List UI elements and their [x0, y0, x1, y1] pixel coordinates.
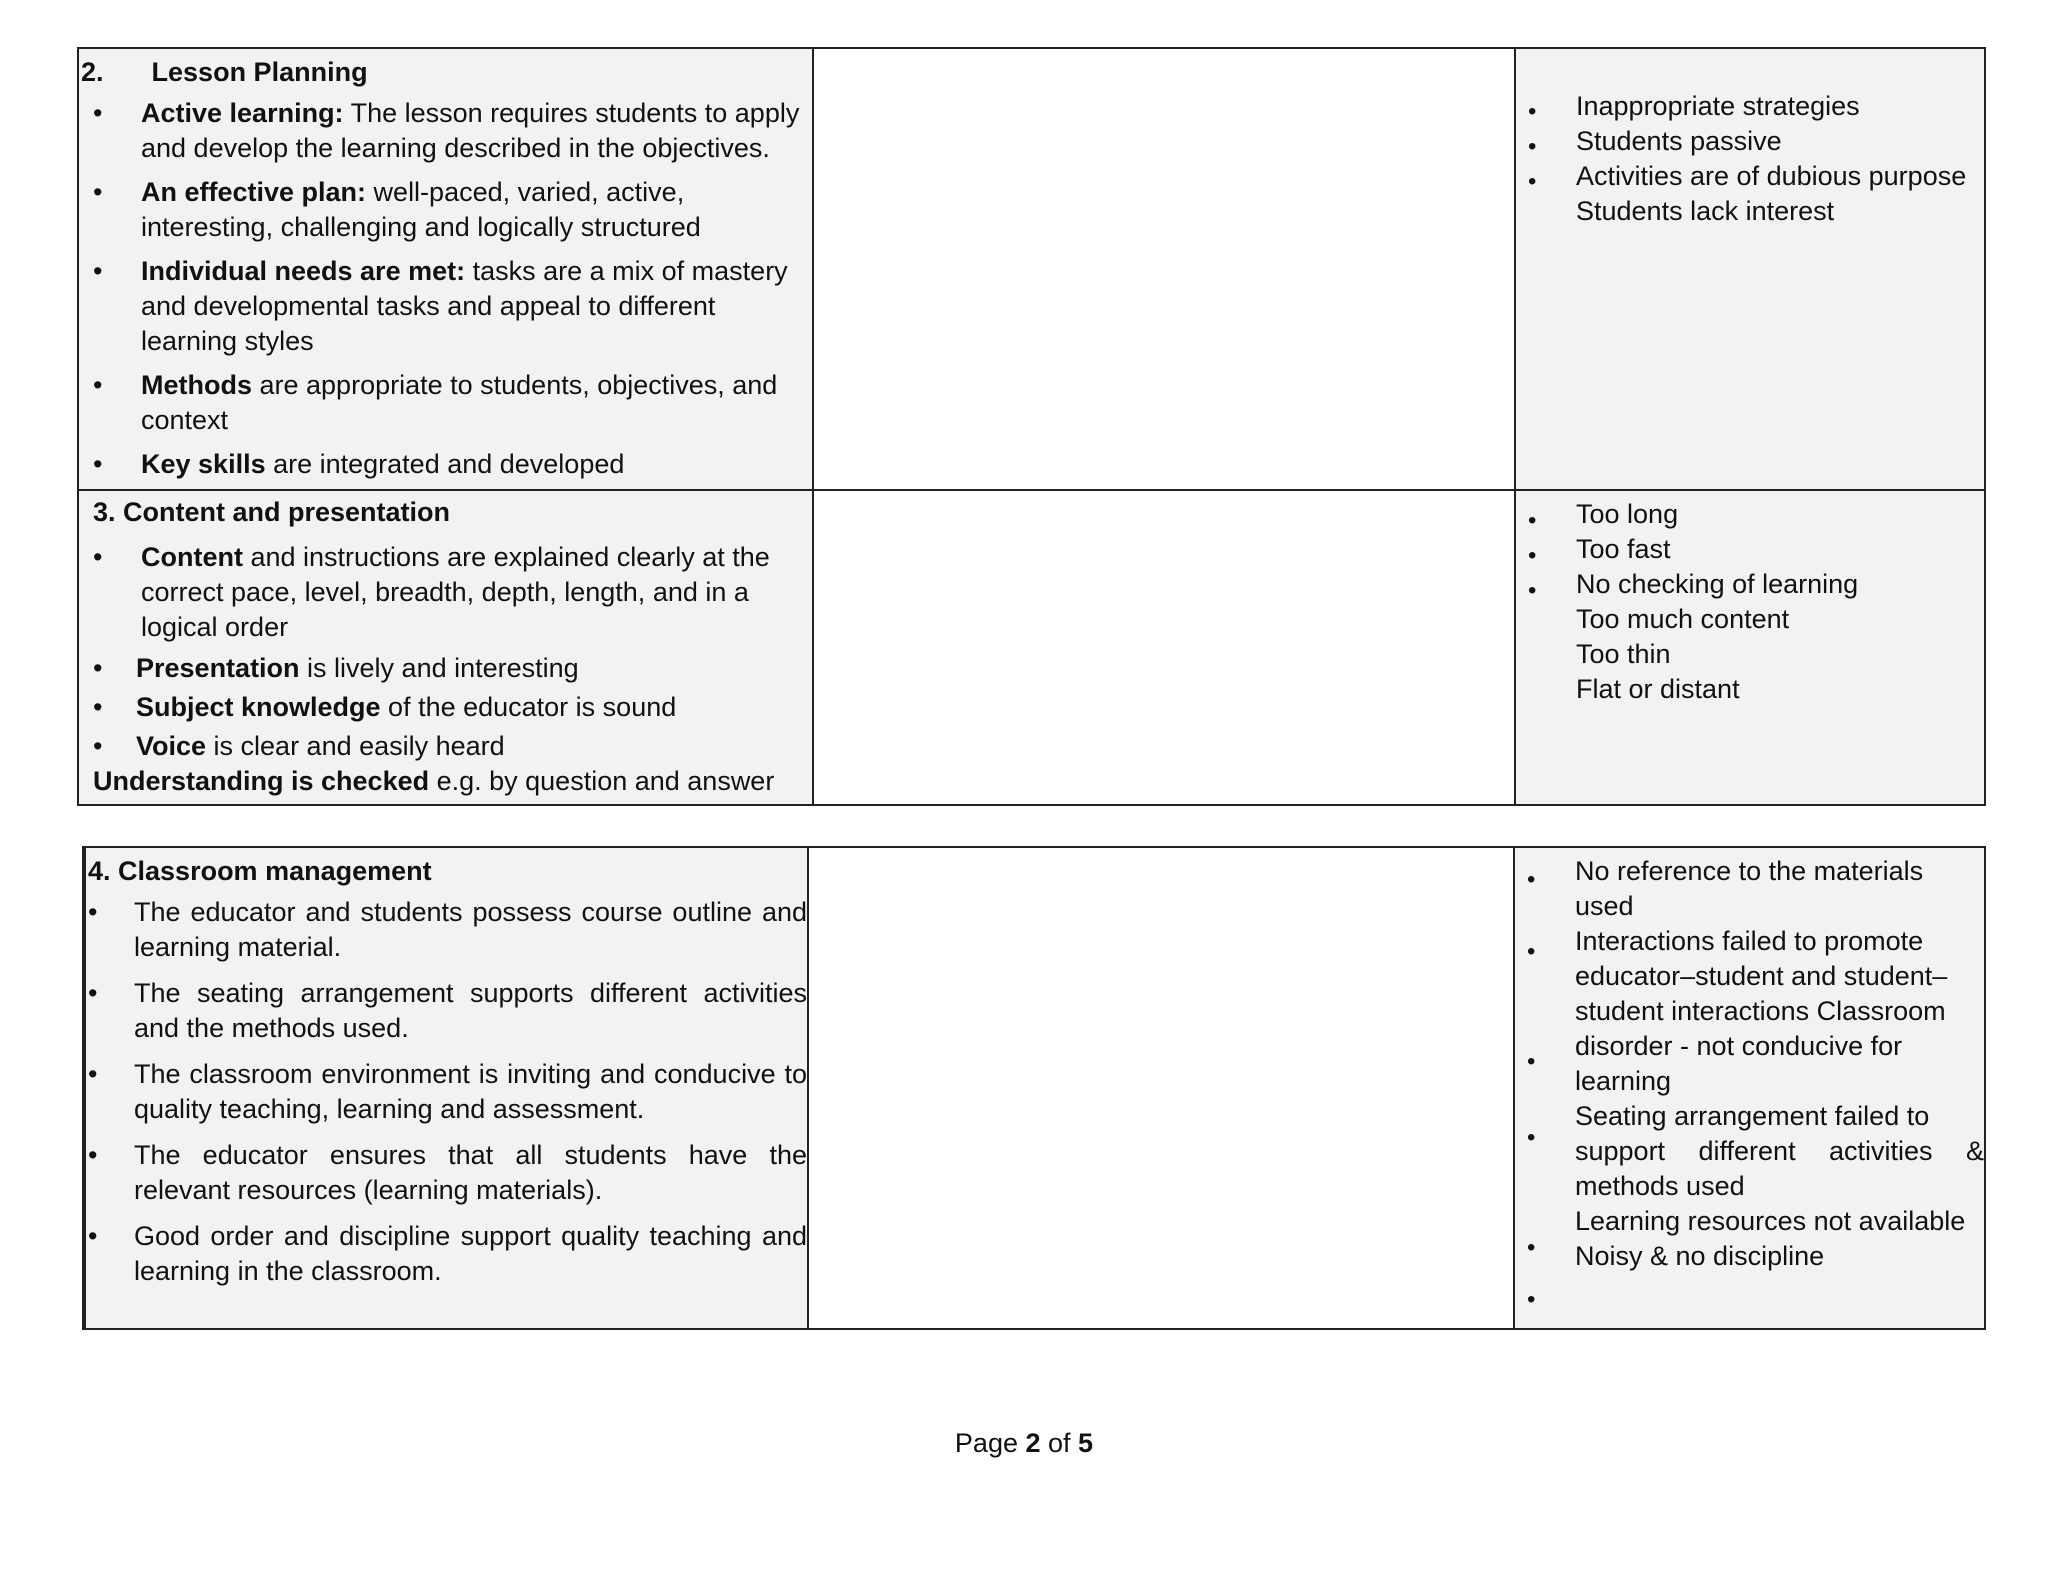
table-section-4 — [82, 846, 1986, 1330]
observation-line: used — [1575, 891, 1634, 921]
page-total: 5 — [1078, 1428, 1094, 1458]
section-title-content-presentation: 3. Content and presentation — [93, 497, 451, 527]
observations-cell-classroom-management: • • • • • • No reference to the materials used Interactions failed to promote educator–student and student– student interactions Classroom disorder - not conducive for learning Seating arrangement failed to support different activities & methods used Learning resources not available Noisy & no discipline — [1513, 848, 1984, 1328]
observation-item: Too thin — [1576, 639, 1671, 669]
section-title-classroom-management: 4. Classroom management — [88, 856, 432, 886]
observation-line: methods used — [1575, 1171, 1745, 1201]
observation-line: student interactions Classroom — [1575, 996, 1946, 1026]
observation-line: support different activities & — [1575, 1136, 1984, 1166]
observations-list-content-presentation — [1576, 497, 1978, 707]
criterion-item: • Active learning: The lesson requires students to apply and develop the learning described in the objectives. — [93, 98, 800, 163]
observations-cell-content-presentation: • • • Too long Too fast No checking of learning Too much content Too thin Flat or distant — [1514, 491, 1984, 804]
observation-item: Too long — [1576, 499, 1679, 529]
observation-line: Learning resources not available — [1575, 1206, 1966, 1236]
criterion-item: • Voice is clear and easily heard — [93, 731, 505, 761]
criterion-item: • Individual needs are met: tasks are a mix of mastery and developmental tasks and appeal to different learning styles — [93, 256, 788, 356]
observation-item: Inappropriate strategies — [1576, 91, 1860, 121]
criterion-item: • Methods are appropriate to students, objectives, and context — [93, 370, 778, 435]
page-footer: Page 2 of 5 — [954, 1428, 1094, 1458]
criteria-list-content-presentation — [81, 540, 806, 645]
criterion-item: • Key skills are integrated and developed — [93, 449, 625, 479]
observation-item: Students lack interest — [1576, 196, 1835, 226]
criterion-item: • Good order and discipline support quality teaching and learning in the classroom. — [88, 1221, 807, 1286]
observations-list-classroom-management — [1575, 854, 1984, 1274]
section-title-lesson-planning: 2. Lesson Planning — [81, 57, 368, 87]
criterion-item: • Presentation is lively and interesting — [93, 653, 579, 683]
criterion-item: • The classroom environment is inviting and conducive to quality teaching, learning and assessment. — [88, 1059, 807, 1124]
criteria-list-content-presentation-2 — [81, 651, 806, 764]
observation-line: No reference to the materials — [1575, 856, 1924, 886]
table-sections-2-3 — [77, 47, 1986, 806]
observation-item: Too fast — [1576, 534, 1671, 564]
criteria-cell-classroom-management — [84, 848, 807, 1328]
criterion-item: • An effective plan: well-paced, varied, active, interesting, challenging and logically structured — [93, 177, 701, 242]
criterion-item: • The educator and students possess course outline and learning material. — [88, 897, 807, 962]
page-number: 2 — [1025, 1428, 1041, 1458]
observation-item: No checking of learning — [1576, 569, 1859, 599]
observation-item: Students passive — [1576, 126, 1782, 156]
observation-line: Interactions failed to promote — [1575, 926, 1924, 956]
criteria-cell-lesson-planning — [79, 49, 812, 489]
comment-cell-lesson-planning — [812, 49, 1514, 489]
observations-cell-lesson-planning: • • • Inappropriate strategies Students passive Activities are of dubious purpose Students lack interest — [1514, 49, 1984, 489]
criterion-item: • The seating arrangement supports different activities and the methods used. — [88, 978, 807, 1043]
observation-item: Too much content — [1576, 604, 1790, 634]
comment-cell-classroom-management — [807, 848, 1513, 1328]
criterion-item: • The educator ensures that all students have the relevant resources (learning materials). — [88, 1140, 807, 1205]
criteria-list-classroom-management — [82, 895, 807, 1289]
observations-list-lesson-planning — [1576, 89, 1978, 229]
observation-line: disorder - not conducive for — [1575, 1031, 1903, 1061]
observation-line: Seating arrangement failed to — [1575, 1101, 1930, 1131]
observation-line: learning — [1575, 1066, 1672, 1096]
comment-cell-content-presentation — [812, 491, 1514, 804]
understanding-checked-line: Understanding is checked e.g. by question and answer — [93, 766, 775, 796]
criteria-list-lesson-planning — [81, 96, 806, 482]
observation-line: educator–student and student– — [1575, 961, 1948, 991]
observation-item: Flat or distant — [1576, 674, 1740, 704]
criterion-item: • Subject knowledge of the educator is sound — [93, 692, 677, 722]
row-lesson-planning — [79, 49, 1984, 491]
observation-line: Noisy & no discipline — [1575, 1241, 1825, 1271]
criterion-item: • Content and instructions are explained clearly at the correct pace, level, breadth, depth, length, and in a logical order — [93, 542, 770, 642]
criteria-cell-content-presentation — [79, 491, 812, 804]
observation-item: Activities are of dubious purpose — [1576, 161, 1967, 191]
row-content-presentation — [79, 491, 1984, 804]
